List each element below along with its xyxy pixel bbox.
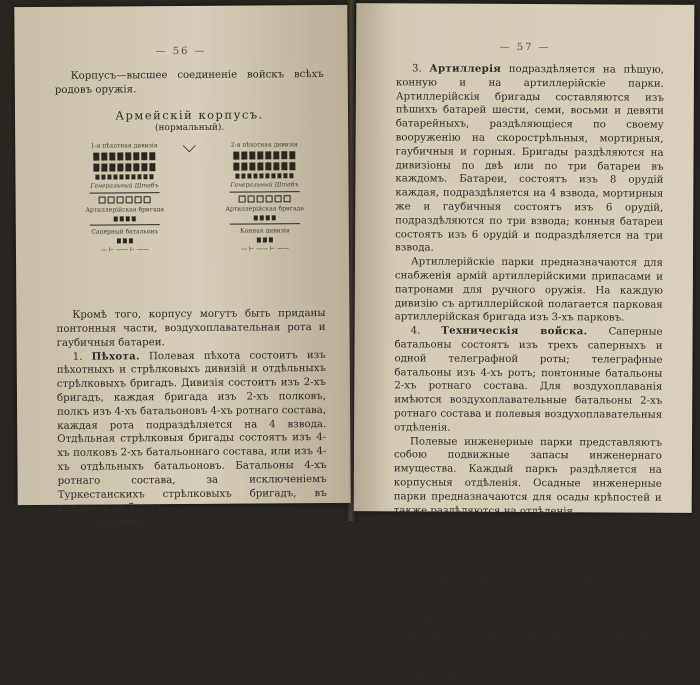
right-paragraph-transport: Обозныя части. Къ частямъ вспомогательнаго назначенія относятся обозные батальоны и роты, предназначаемые для формированія военныхъ транспортовъ, служащихъ для подвоза въ армію продовольственныхъ и другихъ запасовъ. Батальоны изъ 4-хъ ротъ, роты, подраздѣляются на 5 взводовъ каждая. Каждый взводъ формируетъ военный транспортъ. bbox=[392, 546, 662, 655]
technical-heading: Техническія войска. bbox=[441, 324, 588, 338]
right-paragraph-engineer-parks: Полевые инженерные парки представляютъ собою подвижные запасы инженернаго имущества. Каждый паркъ раздѣляется на корпусныя отдѣленія. Осадные инженерные парки предназначаются для осады крѣпостей и также раздѣляются на отдѣленія. bbox=[393, 435, 663, 517]
cavalry-heading: Конница. bbox=[94, 515, 153, 528]
right-paragraph-railway: Желѣзнодорожные батальоны содержатся составъ 4—6 ротъ каждый. bbox=[393, 518, 662, 545]
corps-organization-diagram bbox=[59, 136, 321, 303]
diagram-right-column: 2-я пѣхотная дивизія Генеральный Штабъ Артиллерійская бригада Конная дивизія — ⊢ —— ⊢ —— bbox=[209, 141, 320, 253]
left-paragraph-infantry: 1. Пѣхота. Полевая пѣхота состоитъ изъ пѣхотныхъ и стрѣлковыхъ дивизій и отдѣльныхъ стрѣлковыхъ бригадъ. Дивизія состоитъ изъ 2-хъ бригадъ, каждая бригада изъ 2-хъ полковъ, полкъ изъ 4-хъ батальоновъ 4-хъ ротнаго состава, каждая рота подраздѣляется на 4 взвода. Отдѣльная стрѣлковыя бригады состоятъ изъ 4-хъ полковъ 2-хъ батальоннаго состава, или изъ 4-хъ отдѣльныхъ батальоновъ. Батальоны 4-хъ ротнаго состава, за исключеніемъ Туркестанскихъ стрѣлковыхъ бригадъ, въ которыхъ по 5 ротъ. bbox=[56, 349, 327, 515]
diagram-right-mid-label: Артиллерійская бригада bbox=[225, 205, 304, 213]
right-page-number: — 57 — bbox=[499, 41, 551, 54]
left-page-number: — 56 — bbox=[155, 45, 207, 58]
right-page bbox=[354, 3, 695, 683]
corps-subheading: (нормальный). bbox=[154, 123, 225, 134]
diagram-brace: ⌵ bbox=[182, 136, 197, 158]
diagram-left-scrawl: Генеральный Штабъ bbox=[90, 182, 159, 190]
artillery-heading: Артиллерія bbox=[429, 62, 502, 75]
right-paragraph-artillery: 3. Артиллерія подраздѣляется на пѣшую, конную и на артиллерійскіе парки. Артиллерійскія бригады составляются изъ пѣшихъ батарей шести, семи, восьми и девяти батарейныхъ, раздѣляющіеся по своему вооруженію на скорострѣльныя, мортирныя, гаубичныя и горныя. Бригады раздѣляются на дивизіоны по двѣ или по три батареи въ каждомъ. Батареи, состоятъ изъ 8 орудій каждая, подраздѣляется на 4 взвода, мортирныя же и гаубичныя состоятъ изъ 6 орудій, подраздѣляются по три взвода; конныя батареи состоятъ изъ 6 орудій и подраздѣляется на три взвода. bbox=[395, 62, 665, 254]
diagram-right-label: 2-я пѣхотная дивизія bbox=[230, 141, 298, 149]
diagram-left-column: 1-я пѣхотная дивизія Генеральный Штабъ Артиллерійская бригада Саперный батальонъ — ⊢ —— ⊢ —— bbox=[69, 142, 180, 254]
diagram-right-scrawl: Генеральный Штабъ bbox=[230, 181, 299, 189]
right-paragraph-technical: 4. Техническія войска. Саперные батальоны состоятъ изъ трехъ саперныхъ и одной телеграфной роты; телеграфные батальоны изъ 4-хъ ротъ; понтонные батальоны 2-хъ ротнаго состава. Для воздухоплаванія имѣются воздухоплавательные батальоны 2-хъ ротнаго состава и полевыя воздухоплавательныя отдѣленія. bbox=[394, 324, 663, 434]
left-paragraph-cavalry: 2. Конница. Дивизія состоитъ изъ 2-хъ бригадъ, по два полка 6 эскадроннаго состава (кирасирскіе—4 эск. въ каждой. Эскадроны дѣлятся на 4 взвода). bbox=[57, 515, 328, 570]
left-paragraph-attachments: Кромѣ того, корпусу могутъ быть приданы понтонныя части, воздухоплавательная рота и гаубичныя батареи. bbox=[56, 308, 326, 349]
left-intro: Корпусъ—высшее соединеніе войскъ всѣхъ родовъ оружія. bbox=[54, 69, 324, 96]
diagram-right-low-label: Конная дивизія bbox=[240, 227, 290, 235]
right-paragraph-tables: Численныя данныя частей войскъ приведены въ слѣдующихъ таблицахъ. bbox=[392, 656, 661, 683]
diagram-left-label: 1-я пѣхотная дивизія bbox=[90, 142, 158, 150]
infantry-heading: Пѣхота. bbox=[91, 349, 140, 363]
diagram-left-low-label: Саперный батальонъ bbox=[91, 228, 159, 236]
right-paragraph-parks: Артиллерійскіе парки предназначаются для снабженія армій артиллерійскими припасами и патронами для ручного оружія. На каждую дивизію съ артиллерійской полагается парковая артиллерійская бригада изъ 3-хъ парковъ. bbox=[394, 256, 664, 324]
corps-heading: Армейскій корпусъ. bbox=[115, 107, 264, 123]
diagram-left-mid-label: Артиллерійская бригада bbox=[85, 206, 164, 214]
left-page bbox=[14, 5, 350, 570]
